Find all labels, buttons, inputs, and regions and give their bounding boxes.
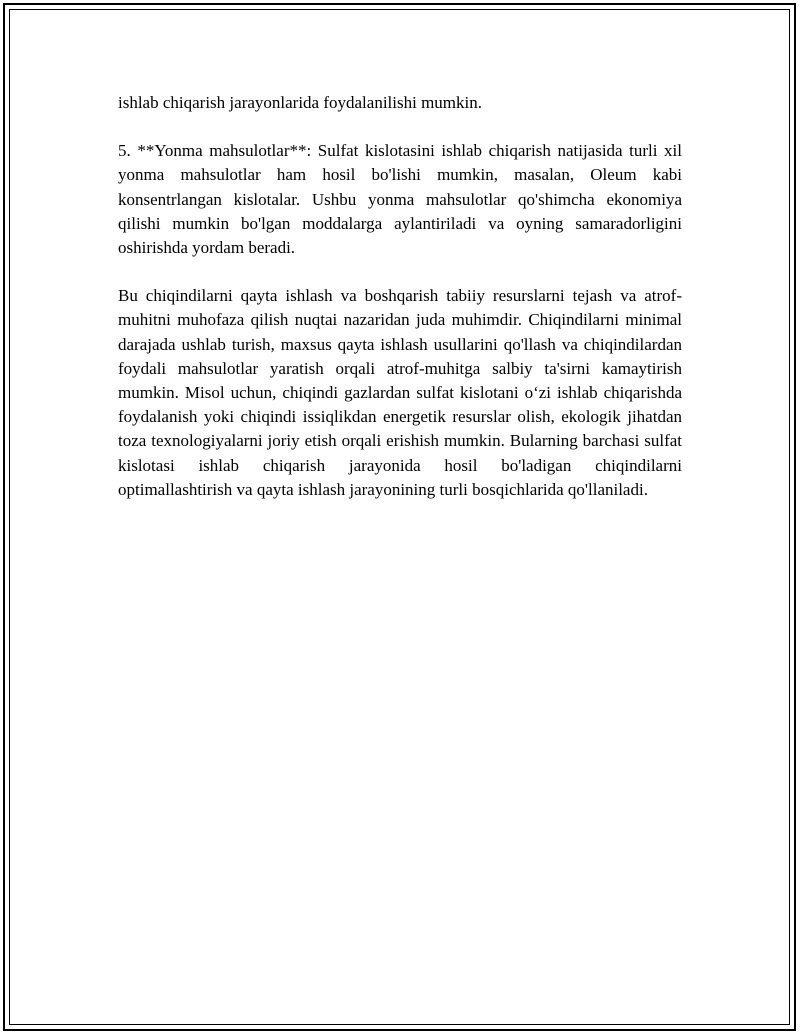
paragraph-byproducts: 5. **Yonma mahsulotlar**: Sulfat kislotasini ishlab chiqarish natijasida turli xil yonma mahsulotlar ham hosil bo'lishi mumkin, masalan, Oleum kabi konsentrlangan kislotalar. Ushbu yonma mahsulotlar qo'shimcha ekonomiya qilishi mumkin bo'lgan moddalarga aylantiriladi va oyning samaradorligini oshirishda yordam beradi. [118,141,682,258]
document-body [118,91,682,526]
paragraph-continuation: ishlab chiqarish jarayonlarida foydalanilishi mumkin. [118,93,482,112]
paragraph-waste-management: Bu chiqindilarni qayta ishlash va boshqarish tabiiy resurslarni tejash va atrof-muhitni muhofaza qilish nuqtai nazaridan juda muhimdir. Chiqindilarni minimal darajada ushlab turish, maxsus qayta ishlash usullarini qo'llash va chiqindilardan foydali mahsulotlar yaratish orqali atrof-muhitga salbiy ta'sirni kamaytirish mumkin. Misol uchun, chiqindi gazlardan sulfat kislotani o‘zi ishlab chiqarishda foydalanish yoki chiqindi issiqlikdan energetik resurslar olish, ekologik jihatdan toza texnologiyalarni joriy etish orqali erishish mumkin. Bularning barchasi sulfat kislotasi ishlab chiqarish jarayonida hosil bo'ladigan chiqindilarni optimallashtirish va qayta ishlash jarayonining turli bosqichlarida qo'llaniladi. [118,286,682,499]
